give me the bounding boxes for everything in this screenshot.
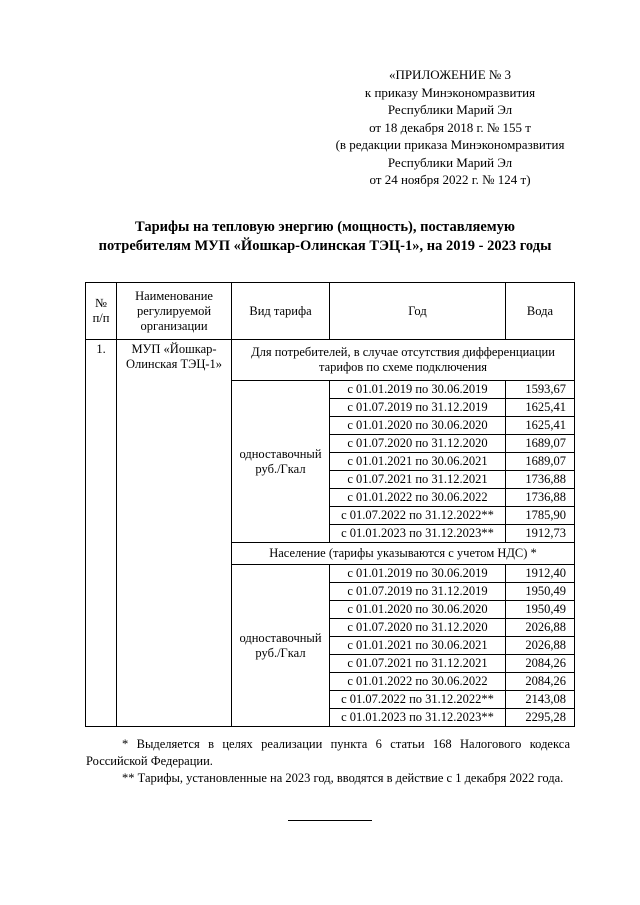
footnote-2023: ** Тарифы, установленные на 2023 год, вводятся в действие с 1 декабря 2022 года. [122, 771, 564, 785]
section1-title: Для потребителей, в случае отсутствия дифференциации тарифов по схеме подключения [232, 340, 575, 381]
period-cell: с 01.01.2023 по 31.12.2023** [330, 709, 506, 727]
value-cell: 1785,90 [506, 507, 575, 525]
title-line-2: потребителям МУП «Йошкар-Олинская ТЭЦ-1», на 2019 - 2023 годы [98, 238, 552, 254]
value-cell: 1625,41 [506, 399, 575, 417]
period-cell: с 01.01.2020 по 30.06.2020 [330, 417, 506, 435]
value-cell: 2295,28 [506, 709, 575, 727]
period-cell: с 01.01.2020 по 30.06.2020 [330, 601, 506, 619]
table-header-row [86, 283, 575, 340]
organization-name: МУП «Йошкар-Олинская ТЭЦ-1» [117, 340, 232, 727]
value-cell: 1950,49 [506, 583, 575, 601]
period-cell: с 01.07.2020 по 31.12.2020 [330, 435, 506, 453]
closing-divider [288, 820, 372, 821]
period-cell: с 01.07.2022 по 31.12.2022** [330, 691, 506, 709]
value-cell: 2026,88 [506, 619, 575, 637]
period-cell: с 01.07.2020 по 31.12.2020 [330, 619, 506, 637]
header-kind: Вид тарифа [232, 283, 330, 340]
header-line: от 24 ноября 2022 г. № 124 т) [369, 172, 531, 187]
value-cell: 1912,73 [506, 525, 575, 543]
header-line: (в редакции приказа Минэкономразвития [335, 137, 565, 152]
section2-title: Население (тарифы указываются с учетом НДС) * [232, 543, 575, 565]
document-title [60, 218, 590, 256]
period-cell: с 01.01.2019 по 30.06.2019 [330, 381, 506, 399]
period-cell: с 01.01.2023 по 31.12.2023** [330, 525, 506, 543]
value-cell: 1689,07 [506, 435, 575, 453]
value-cell: 1593,67 [506, 381, 575, 399]
header-num: № п/п [86, 283, 117, 340]
header-line: Республики Марий Эл [387, 154, 513, 170]
header-line: к приказу Минэкономразвития [364, 84, 536, 100]
appendix-header [300, 66, 600, 189]
value-cell: 2143,08 [506, 691, 575, 709]
section2-tariff-kind: одноставочный руб./Гкал [232, 565, 330, 727]
section1-tariff-kind: одноставочный руб./Гкал [232, 381, 330, 543]
tariff-table [85, 282, 575, 727]
value-cell: 1950,49 [506, 601, 575, 619]
period-cell: с 01.01.2022 по 30.06.2022 [330, 489, 506, 507]
row-number: 1. [86, 340, 117, 727]
section1-title-row [86, 340, 575, 381]
value-cell: 1736,88 [506, 471, 575, 489]
value-cell: 1736,88 [506, 489, 575, 507]
title-line-1: Тарифы на тепловую энергию (мощность), поставляемую [135, 219, 515, 235]
value-cell: 2084,26 [506, 673, 575, 691]
footnotes [86, 736, 570, 787]
period-cell: с 01.01.2022 по 30.06.2022 [330, 673, 506, 691]
header-line: «ПРИЛОЖЕНИЕ № 3 [388, 67, 512, 82]
period-cell: с 01.07.2019 по 31.12.2019 [330, 399, 506, 417]
period-cell: с 01.07.2022 по 31.12.2022** [330, 507, 506, 525]
header-year: Год [330, 283, 506, 340]
value-cell: 1689,07 [506, 453, 575, 471]
period-cell: с 01.07.2021 по 31.12.2021 [330, 471, 506, 489]
value-cell: 1912,40 [506, 565, 575, 583]
period-cell: с 01.07.2021 по 31.12.2021 [330, 655, 506, 673]
period-cell: с 01.07.2019 по 31.12.2019 [330, 583, 506, 601]
header-line: Республики Марий Эл [387, 102, 513, 117]
header-line: от 18 декабря 2018 г. № 155 т [369, 119, 531, 135]
value-cell: 1625,41 [506, 417, 575, 435]
header-org: Наименование регулируемой организации [117, 283, 232, 340]
period-cell: с 01.01.2021 по 30.06.2021 [330, 453, 506, 471]
period-cell: с 01.01.2019 по 30.06.2019 [330, 565, 506, 583]
header-water: Вода [506, 283, 575, 340]
value-cell: 2084,26 [506, 655, 575, 673]
period-cell: с 01.01.2021 по 30.06.2021 [330, 637, 506, 655]
footnote-vat: * Выделяется в целях реализации пункта 6 статьи 168 Налогового кодекса Российской Федерации. [86, 737, 570, 768]
value-cell: 2026,88 [506, 637, 575, 655]
